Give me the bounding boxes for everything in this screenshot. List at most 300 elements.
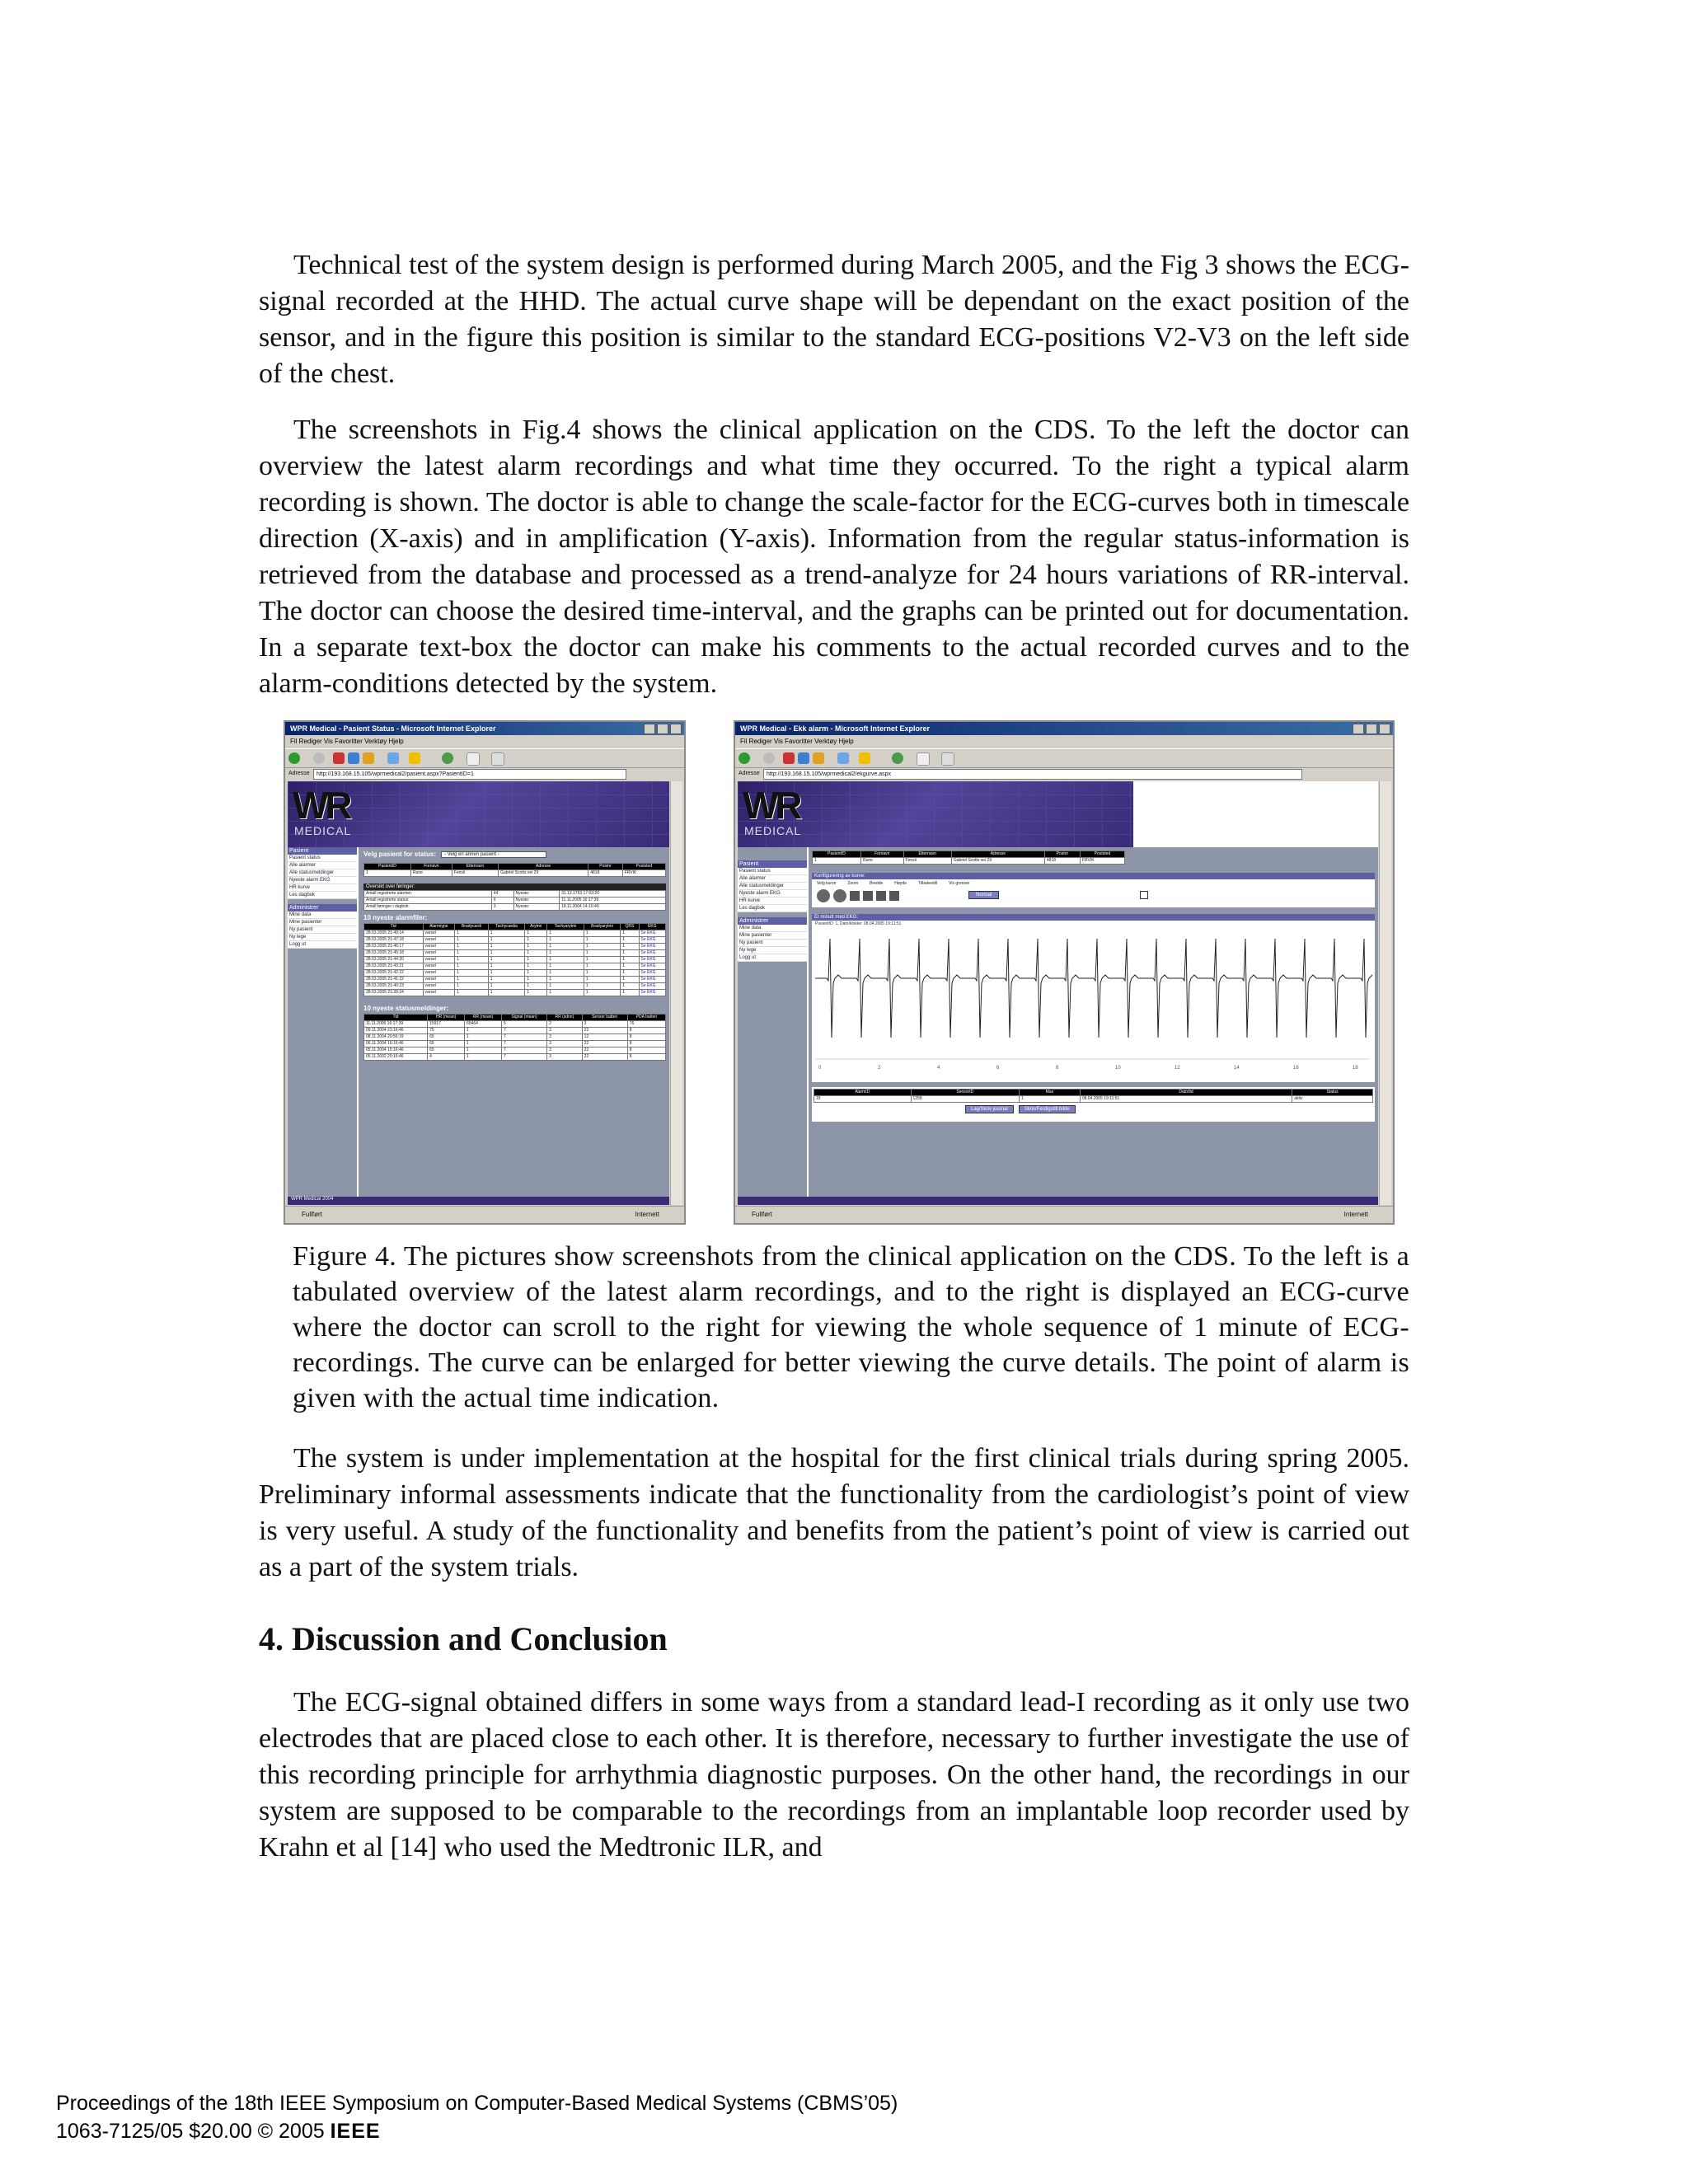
table-header: Max — [1020, 1090, 1081, 1096]
sidebar — [288, 847, 357, 1205]
table-cell: Nyeste: — [513, 904, 560, 911]
table-cell: 4818 — [1044, 858, 1080, 865]
config-label: Vis grenser — [949, 881, 970, 886]
table-cell: 1 — [584, 977, 621, 983]
table-cell: 1 — [547, 963, 584, 970]
table-cell: 7 — [502, 1034, 547, 1041]
table-cell: 65 — [428, 1047, 465, 1054]
table-row — [364, 950, 666, 957]
favorites-icon[interactable] — [859, 752, 870, 764]
refresh-icon[interactable] — [348, 752, 359, 764]
ecg-tick-label: 8 — [1056, 1066, 1059, 1071]
table-cell: 28.03.2005 21:49:14 — [364, 930, 424, 937]
table-cell: 1 — [584, 937, 621, 944]
next-curve-icon[interactable] — [833, 889, 846, 902]
config-label: Bredde — [870, 881, 884, 886]
table-cell: 15 — [814, 1096, 912, 1103]
page-footer: WPR Medical 2004 — [288, 1197, 669, 1205]
table-cell: 1258 — [911, 1096, 1020, 1103]
sidebar-item[interactable]: Ny lege — [288, 934, 357, 941]
table-cell: 1 — [488, 990, 525, 996]
table-cell: 28.03.2005 21:45:18 — [364, 950, 424, 957]
ecg-curve[interactable] — [812, 929, 1372, 1074]
table-row — [364, 930, 666, 937]
sidebar-item[interactable]: Alle alarmer — [738, 875, 807, 883]
wpr-logo: WR — [293, 784, 349, 827]
table-cell: Gabriel Scotts vei 29 — [499, 870, 588, 877]
view-ecg-link[interactable]: Se EKG — [639, 937, 666, 944]
table-cell: 1 — [621, 930, 639, 937]
table-header: Poststed — [1080, 851, 1124, 858]
table-cell: 76 — [627, 1021, 665, 1028]
table-cell: varsel — [423, 970, 455, 977]
close-icon[interactable] — [1379, 724, 1390, 734]
refresh-icon[interactable] — [798, 752, 809, 764]
back-icon[interactable] — [288, 752, 300, 764]
view-ecg-link[interactable]: Se EKG — [639, 950, 666, 957]
table-cell: 1 — [525, 970, 547, 977]
table-row — [364, 977, 666, 983]
table-cell: 3 — [547, 1054, 582, 1061]
table-cell: 1 — [488, 944, 525, 950]
table-cell: 3 — [547, 1028, 582, 1034]
sidebar-item[interactable]: Alle statusmeldinger — [288, 869, 357, 877]
table-header: Bradycardi — [455, 924, 489, 930]
table-row — [364, 1028, 666, 1034]
table-cell: 7 — [502, 1028, 547, 1034]
table-cell: 1 — [525, 963, 547, 970]
table-row — [364, 990, 666, 996]
address-input[interactable]: http://193.168.15.105/wprmedical2/ekgurve.aspx — [763, 769, 1302, 780]
sidebar-heading-admin: Administrer — [288, 904, 357, 912]
sidebar — [738, 847, 807, 1205]
sidebar-item[interactable]: Pasient status — [738, 868, 807, 875]
table-header: Fornavn — [860, 851, 903, 858]
table-cell: 28.03.2005 21:41:22 — [364, 977, 424, 983]
home-icon[interactable] — [363, 752, 374, 764]
view-ecg-link[interactable]: Se EKG — [639, 990, 666, 996]
view-ecg-link[interactable]: Se EKG — [639, 983, 666, 990]
table-cell: 1 — [525, 957, 547, 963]
minimize-icon[interactable] — [1353, 724, 1364, 734]
mail-icon[interactable] — [917, 752, 930, 766]
sidebar-item[interactable]: Nyeste alarm EKG — [738, 890, 807, 898]
table-cell: 1 — [547, 950, 584, 957]
table-header: Sensor batteri — [582, 1015, 627, 1021]
mail-icon[interactable] — [467, 752, 480, 766]
table-cell: Antall føringer i dagbok: — [364, 904, 492, 911]
table-header: RR (sdnn) — [547, 1015, 582, 1021]
ecg-title: Et minutt med EKG: — [812, 914, 1375, 921]
table-header: Bradyarytmi — [584, 924, 621, 930]
sidebar-item[interactable]: Mine data — [288, 912, 357, 919]
table-row — [364, 1034, 666, 1041]
table-row — [364, 1041, 666, 1047]
patient-select[interactable]: - Velg en annen pasient - — [441, 851, 546, 858]
view-ecg-link[interactable]: Se EKG — [639, 970, 666, 977]
table-cell: 1 — [547, 983, 584, 990]
table-cell: 28.03.2005 21:47:18 — [364, 937, 424, 944]
sidebar-item[interactable]: HR kurve — [738, 898, 807, 905]
paragraph-1: Technical test of the system design is performed during March 2005, and the Fig 3 shows the ECG-signal recorded at the HHD. The actual curve shape will be dependant on the exact position of the sensor, and in the figure this position is similar to the standard ECG-positions V2-V3 on the left side of the chest. — [259, 250, 1409, 389]
width-icon[interactable] — [876, 891, 886, 901]
table-cell: 3 — [547, 1047, 582, 1054]
sidebar-item[interactable]: Pasient status — [288, 855, 357, 862]
table-header: SensorID — [911, 1090, 1020, 1096]
table-cell: 1 — [455, 983, 489, 990]
table-header: Fornavn — [410, 864, 452, 870]
sidebar-item[interactable]: Logg ut — [288, 941, 357, 949]
status-table — [363, 1014, 666, 1061]
table-header: Tachycardia — [488, 924, 525, 930]
favorites-icon[interactable] — [409, 752, 420, 764]
forward-icon[interactable] — [313, 752, 325, 764]
address-label: Adresse — [288, 771, 310, 776]
sidebar-item[interactable]: Nyeste alarm EKG — [288, 877, 357, 884]
table-cell: 22 — [582, 1041, 627, 1047]
table-cell: 1 — [621, 950, 639, 957]
ecg-content — [809, 847, 1378, 1205]
table-cell: varsel — [423, 990, 455, 996]
sidebar-item[interactable]: Ny pasient — [288, 926, 357, 934]
media-icon[interactable] — [892, 752, 903, 764]
table-header: Tid — [364, 1015, 428, 1021]
config-label: Velg kurve — [817, 881, 837, 886]
table-cell: 3 — [547, 1034, 582, 1041]
table-cell: 7 — [502, 1047, 547, 1054]
forward-icon[interactable] — [763, 752, 775, 764]
print-image-button[interactable]: Skriv/Ferdigstill bilde — [1019, 1105, 1076, 1113]
address-label: Adresse — [738, 771, 760, 776]
table-cell: 1 — [525, 930, 547, 937]
table-cell: 28.03.2005 21:44:20 — [364, 957, 424, 963]
table-cell: 1 — [525, 990, 547, 996]
table-cell: 22 — [582, 1054, 627, 1061]
footer-line-2: 1063-7125/05 $20.00 © 2005 — [56, 2120, 325, 2143]
table-header: AlarmID — [814, 1090, 912, 1096]
window-title: WPR Medical - Ekk alarm - Microsoft Internet Explorer — [735, 722, 1393, 735]
table-header: Dato/tid — [1080, 1090, 1292, 1096]
zoom-out-icon[interactable] — [863, 891, 873, 901]
table-header: PasientID — [364, 864, 411, 870]
table-cell: 1 — [547, 990, 584, 996]
height-icon[interactable] — [889, 891, 899, 901]
table-cell: 1 — [455, 930, 489, 937]
table-cell: varsel — [423, 950, 455, 957]
sidebar-item[interactable]: Mine pasienter — [288, 919, 357, 926]
table-cell: Gabriel Scotts vei 29 — [951, 858, 1044, 865]
back-icon[interactable] — [738, 752, 750, 764]
table-cell: 15917 — [428, 1021, 465, 1028]
table-cell: Nyeste: — [513, 891, 560, 898]
table-cell: 1 — [621, 963, 639, 970]
ecg-tick-label: 4 — [937, 1066, 940, 1071]
table-header: Signal (mean) — [502, 1015, 547, 1021]
table-header: HR (mean) — [428, 1015, 465, 1021]
table-cell: 1 — [488, 937, 525, 944]
stop-icon[interactable] — [783, 752, 795, 764]
table-cell: Fensli — [452, 870, 498, 877]
config-label: Tilbakestill — [918, 881, 938, 886]
home-icon[interactable] — [813, 752, 824, 764]
table-cell: varsel — [423, 957, 455, 963]
table-cell: 1 — [584, 950, 621, 957]
table-cell: varsel — [423, 937, 455, 944]
table-cell: 28.03.2005 21:43:21 — [364, 963, 424, 970]
write-journal-button[interactable]: Lag/Skriv journal — [965, 1105, 1014, 1113]
table-cell: 08.04.2005 19:11:51 — [1080, 1096, 1292, 1103]
select-label: Velg pasient for status: — [363, 851, 437, 858]
table-row — [364, 970, 666, 977]
table-cell: 11.11.2005 16:17:39 — [560, 898, 666, 904]
menu-bar[interactable]: Fil Rediger Vis Favoritter Verktøy Hjelp — [740, 738, 854, 745]
table-cell: 5 — [502, 1021, 547, 1028]
config-label: Zoom — [847, 881, 859, 886]
table-cell: 2 — [547, 1021, 582, 1028]
vertical-scrollbar[interactable] — [1379, 781, 1391, 1205]
table-cell: 1 — [813, 858, 861, 865]
browser-toolbar — [285, 748, 684, 768]
table-header: PDA batteri — [627, 1015, 665, 1021]
table-cell: 1 — [547, 977, 584, 983]
sidebar-heading-patient: Pasient — [738, 860, 807, 868]
sidebar-item[interactable]: Alle statusmeldinger — [738, 883, 807, 890]
browser-toolbar — [735, 748, 1393, 768]
table-header: Etternavn — [903, 851, 951, 858]
ecg-tick-label: 0 — [818, 1066, 822, 1071]
table-cell: varsel — [423, 930, 455, 937]
table-cell: 06.11.2004 16:16:46 — [364, 1041, 428, 1047]
table-cell: 44 — [491, 891, 513, 898]
sidebar-heading-patient: Pasient — [288, 847, 357, 855]
config-panel — [812, 879, 1375, 907]
table-cell: 1 — [1020, 1096, 1081, 1103]
search-icon[interactable] — [387, 752, 399, 764]
table-cell: aktiv — [1292, 1096, 1373, 1103]
table-header: Alarmtype — [423, 924, 455, 930]
table-cell: Rune — [410, 870, 452, 877]
section-heading: 4. Discussion and Conclusion — [259, 1620, 668, 1657]
sidebar-item[interactable]: Ny pasient — [738, 940, 807, 947]
ecg-tick-label: 14 — [1234, 1066, 1240, 1071]
table-header: Adresse — [951, 851, 1044, 858]
sidebar-item[interactable]: Logg ut — [738, 954, 807, 962]
page-footer-citation — [56, 2089, 898, 2145]
table-cell: 8 — [627, 1034, 665, 1041]
table-cell: 18.11.2004 14:10:46 — [560, 904, 666, 911]
table-cell: 1 — [488, 970, 525, 977]
table-cell: 8 — [627, 1047, 665, 1054]
table-cell: varsel — [423, 963, 455, 970]
table-header: Poststed — [622, 864, 665, 870]
table-cell: 1 — [584, 957, 621, 963]
zone-label: Internett — [635, 1211, 659, 1218]
maximize-icon[interactable] — [1366, 724, 1377, 734]
table-row — [364, 891, 666, 898]
table-cell: 1 — [547, 970, 584, 977]
sidebar-item[interactable]: Mine pasienter — [738, 932, 807, 940]
table-header: RR (mean) — [465, 1015, 502, 1021]
table-cell: 4 — [428, 1054, 465, 1061]
table-cell: 28.03.2005 21:39:24 — [364, 990, 424, 996]
alarm-title: 10 nyeste alarmfiler: — [363, 914, 428, 921]
status-title: 10 nyeste statusmeldinger: — [363, 1005, 449, 1012]
table-cell: 1 — [584, 990, 621, 996]
table-cell: 1 — [488, 957, 525, 963]
table-cell: 1 — [621, 990, 639, 996]
ieee-logo: IEEE — [330, 2120, 381, 2143]
ecg-tick-label: 12 — [1175, 1066, 1180, 1071]
table-cell: 1 — [547, 944, 584, 950]
patient-table — [363, 863, 666, 877]
table-cell: 1 — [584, 963, 621, 970]
table-row — [364, 944, 666, 950]
alarm-panel — [812, 1087, 1375, 1122]
sidebar-item[interactable]: Alle alarmer — [288, 862, 357, 869]
sidebar-item[interactable]: Les dagbok — [288, 892, 357, 899]
table-cell: 1 — [455, 990, 489, 996]
paragraph-3: The system is under implementation at the hospital for the first clinical trials during spring 2005. Preliminary informal assessments indicate that the functionality from the cardiologist’s point of view is very useful. A study of the functionality and benefits from the patient’s point of view is carried out as a part of the system trials. — [259, 1443, 1409, 1582]
table-cell: 1 — [455, 957, 489, 963]
table-header: Adresse — [499, 864, 588, 870]
view-ecg-link[interactable]: Se EKG — [639, 957, 666, 963]
table-cell: 1 — [547, 957, 584, 963]
table-cell: 65 — [428, 1041, 465, 1047]
table-cell: Fensli — [903, 858, 951, 865]
table-cell: 28.03.2005 21:46:17 — [364, 944, 424, 950]
menu-bar[interactable]: Fil Rediger Vis Favoritter Verktøy Hjelp — [290, 738, 404, 745]
normal-button[interactable]: Normal — [968, 891, 999, 899]
table-cell: 1 — [455, 963, 489, 970]
table-cell: 65 — [428, 1034, 465, 1041]
table-header: Arytmi — [525, 924, 547, 930]
minimize-icon[interactable] — [644, 724, 655, 734]
table-row — [364, 1054, 666, 1061]
table-cell: 1 — [547, 937, 584, 944]
show-limits-checkbox[interactable] — [1140, 891, 1148, 899]
table-cell: 4818 — [588, 870, 623, 877]
table-row — [364, 963, 666, 970]
config-title: Konfigurering av kurve: — [812, 873, 1375, 879]
overview-title: Oversikt over føringer: — [363, 883, 666, 890]
table-cell: 1 — [455, 950, 489, 957]
view-ecg-link[interactable]: Se EKG — [639, 930, 666, 937]
table-header: Postnr — [1044, 851, 1080, 858]
search-icon[interactable] — [837, 752, 849, 764]
stop-icon[interactable] — [333, 752, 345, 764]
table-cell: 1 — [455, 970, 489, 977]
sidebar-heading-admin: Administrer — [738, 917, 807, 925]
table-header: Tid — [364, 924, 424, 930]
zone-label: Internett — [1343, 1211, 1368, 1218]
table-cell: 08.11.2004 20:56:19 — [364, 1034, 428, 1041]
table-cell: 1 — [488, 963, 525, 970]
sidebar-item[interactable]: Les dagbok — [738, 905, 807, 912]
table-cell: 05.11.2002 20:16:46 — [364, 1054, 428, 1061]
paragraph-2: The screenshots in Fig.4 shows the clinical application on the CDS. To the left the doctor can overview the latest alarm recordings and what time they occurred. To the right a typical alarm recording is shown. The doctor is able to change the scale-factor for the ECG-curves both in timescale direction (X-axis) and in amplification (Y-axis). Information from the regular status-information is retrieved from the database and processed as a trend-analyze for 24 hours variations of RR-interval. The doctor can choose the desired time-interval, and the graphs can be printed out for documentation. In a separate text-box the doctor can make his comments to the actual recorded curves and to the alarm-conditions detected by the system. — [259, 415, 1409, 699]
table-cell: varsel — [423, 983, 455, 990]
table-cell: 1 — [488, 930, 525, 937]
table-cell: 65464 — [465, 1021, 502, 1028]
status-bar: Fullført Internett — [285, 1206, 684, 1223]
ecg-tick-label: 2 — [878, 1066, 881, 1071]
table-cell: 1 — [584, 930, 621, 937]
table-cell: 1 — [547, 930, 584, 937]
view-ecg-link[interactable]: Se EKG — [639, 944, 666, 950]
table-cell: 28.03.2005 21:42:22 — [364, 970, 424, 977]
table-cell: 8 — [627, 1054, 665, 1061]
table-cell: 1 — [584, 983, 621, 990]
table-cell: 1 — [584, 970, 621, 977]
table-cell: 12 — [582, 1034, 627, 1041]
table-cell: 1 — [364, 870, 411, 877]
sidebar-item[interactable]: Mine data — [738, 925, 807, 932]
table-cell: 1 — [525, 950, 547, 957]
vertical-scrollbar[interactable] — [670, 781, 682, 1205]
table-row — [364, 957, 666, 963]
table-cell: Antall registrerte status: — [364, 898, 492, 904]
table-cell: 1 — [455, 977, 489, 983]
ecg-tick-label: 10 — [1115, 1066, 1121, 1071]
table-row — [364, 1047, 666, 1054]
footer-line-1: Proceedings of the 18th IEEE Symposium on Computer-Based Medical Systems (CBMS’05) — [56, 2092, 898, 2115]
table-cell: 1 — [465, 1054, 502, 1061]
table-cell: 1 — [488, 977, 525, 983]
ecg-tick-label: 6 — [996, 1066, 1000, 1071]
maximize-icon[interactable] — [657, 724, 668, 734]
close-icon[interactable] — [670, 724, 682, 734]
table-cell: 1 — [525, 944, 547, 950]
table-row — [364, 904, 666, 911]
address-input[interactable]: http://193.168.15.105/wprmedical2/pasient.aspx?PasientID=1 — [313, 769, 626, 780]
view-ecg-link[interactable]: Se EKG — [639, 977, 666, 983]
table-cell: 22 — [582, 1028, 627, 1034]
sidebar-item[interactable]: HR kurve — [288, 884, 357, 892]
table-cell: 1 — [621, 983, 639, 990]
table-cell: 31.12.1753 17:03:20 — [560, 891, 666, 898]
address-bar — [735, 768, 1393, 780]
prev-curve-icon[interactable] — [817, 889, 830, 902]
ecg-tick-label: 18 — [1353, 1066, 1358, 1071]
table-header: Status — [1292, 1090, 1373, 1096]
table-cell: varsel — [423, 977, 455, 983]
print-icon[interactable] — [491, 752, 504, 766]
table-cell: 1 — [455, 944, 489, 950]
page-footer — [738, 1197, 1378, 1205]
status-bar: Fullført Internett — [735, 1206, 1393, 1223]
table-cell: 09.11.2004 23:16:46 — [364, 1028, 428, 1034]
table-cell: 1 — [621, 957, 639, 963]
table-cell: 3 — [547, 1041, 582, 1047]
table-cell: 05.11.2004 15:16:46 — [364, 1047, 428, 1054]
sidebar-item[interactable]: Ny lege — [738, 947, 807, 954]
print-icon[interactable] — [941, 752, 954, 766]
site-banner — [288, 781, 669, 847]
window-title: WPR Medical - Pasient Status - Microsoft Internet Explorer — [285, 722, 684, 735]
media-icon[interactable] — [442, 752, 453, 764]
view-ecg-link[interactable]: Se EKG — [639, 963, 666, 970]
zoom-icon[interactable] — [850, 891, 860, 901]
table-cell: 7 — [502, 1054, 547, 1061]
alarm-info-table — [814, 1089, 1373, 1103]
table-row — [364, 983, 666, 990]
config-label: Høyde — [894, 881, 907, 886]
logo-subtitle: MEDICAL — [744, 824, 802, 837]
table-cell: 1 — [525, 937, 547, 944]
table-cell: Rune — [860, 858, 903, 865]
table-cell: 1 — [621, 937, 639, 944]
table-header: QRS — [621, 924, 639, 930]
